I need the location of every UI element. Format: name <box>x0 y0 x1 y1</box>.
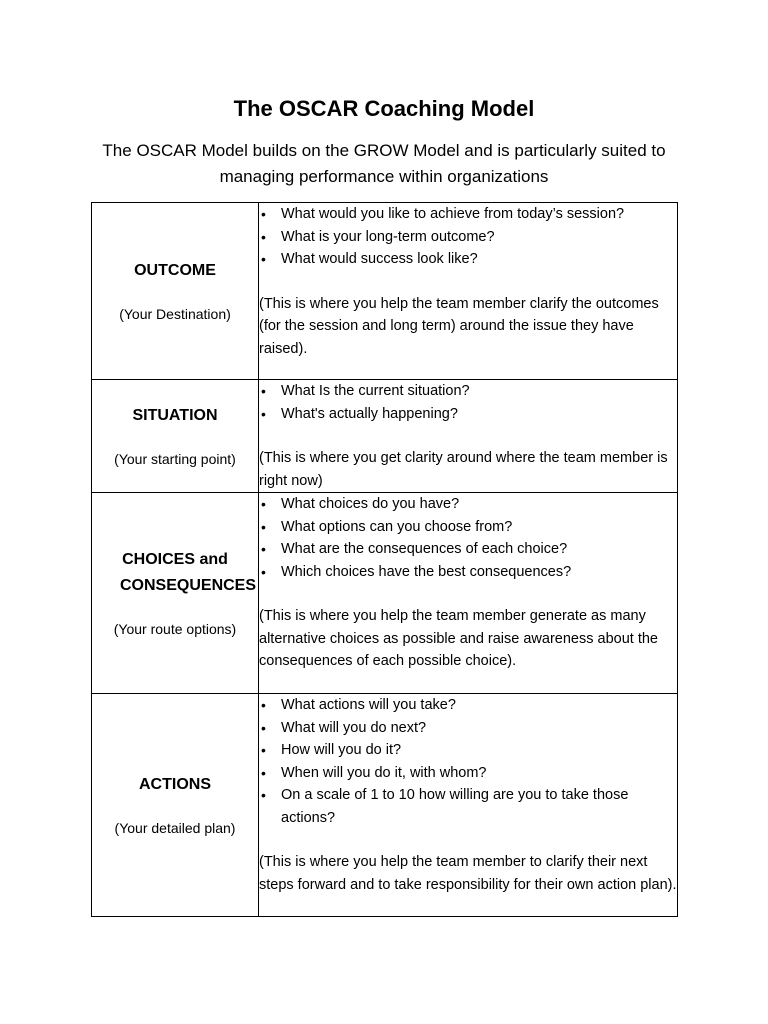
table-row-outcome <box>92 203 678 380</box>
stage-subtitle: (Your detailed plan) <box>114 820 236 836</box>
question-list <box>259 493 677 583</box>
question-list <box>259 694 677 829</box>
coaching-note: (This is where you help the team member clarify the outcomes (for the session and long term) around the issue they have raised). <box>259 295 659 357</box>
question-item: • Which choices have the best consequences? <box>259 561 677 584</box>
question-item: • What will you do next? <box>259 717 677 740</box>
detail-cell <box>259 694 678 917</box>
question-list <box>259 380 677 425</box>
coaching-note: (This is where you help the team member generate as many alternative choices as possible and raise awareness about the consequences of each possible choice). <box>259 608 658 669</box>
question-item: • What would you like to achieve from today’s session? <box>259 203 677 226</box>
stage-subtitle: (Your Destination) <box>119 306 231 322</box>
question-item: • What choices do you have? <box>259 493 677 516</box>
question-item: • What are the consequences of each choice? <box>259 538 677 561</box>
stage-cell <box>92 493 259 694</box>
stage-cell <box>92 203 259 380</box>
oscar-table <box>91 202 678 917</box>
detail-cell <box>259 380 678 493</box>
table-row-situation <box>92 380 678 493</box>
stage-cell <box>92 380 259 493</box>
table-row-choices <box>92 493 678 694</box>
document-title: The OSCAR Coaching Model <box>233 96 535 121</box>
question-item: • What's actually happening? <box>259 403 677 426</box>
coaching-note: (This is where you help the team member to clarify their next steps forward and to take responsibility for their own action plan). <box>259 854 677 893</box>
question-item: • What is your long-term outcome? <box>259 226 677 249</box>
detail-cell <box>259 493 678 694</box>
stage-subtitle: (Your starting point) <box>114 451 236 467</box>
question-list <box>259 203 677 271</box>
stage-name: CHOICES and CONSEQUENCES <box>120 551 257 594</box>
stage-name: OUTCOME <box>134 262 216 279</box>
stage-name: SITUATION <box>132 407 218 424</box>
question-item: • How will you do it? <box>259 739 677 762</box>
stage-subtitle: (Your route options) <box>113 621 237 637</box>
question-item: • What options can you choose from? <box>259 516 677 539</box>
question-item: • When will you do it, with whom? <box>259 762 677 785</box>
question-item: • What Is the current situation? <box>259 380 677 403</box>
detail-cell <box>259 203 678 380</box>
table-row-actions <box>92 694 678 917</box>
coaching-note: (This is where you get clarity around where the team member is right now) <box>259 450 668 489</box>
question-item: • What would success look like? <box>259 248 677 271</box>
question-item: • What actions will you take? <box>259 694 677 717</box>
document-subtitle: The OSCAR Model builds on the GROW Model and is particularly suited to managing performance within organizations <box>102 141 666 186</box>
stage-cell <box>92 694 259 917</box>
question-item: • On a scale of 1 to 10 how willing are you to take those actions? <box>259 784 677 829</box>
stage-name: ACTIONS <box>139 776 211 793</box>
